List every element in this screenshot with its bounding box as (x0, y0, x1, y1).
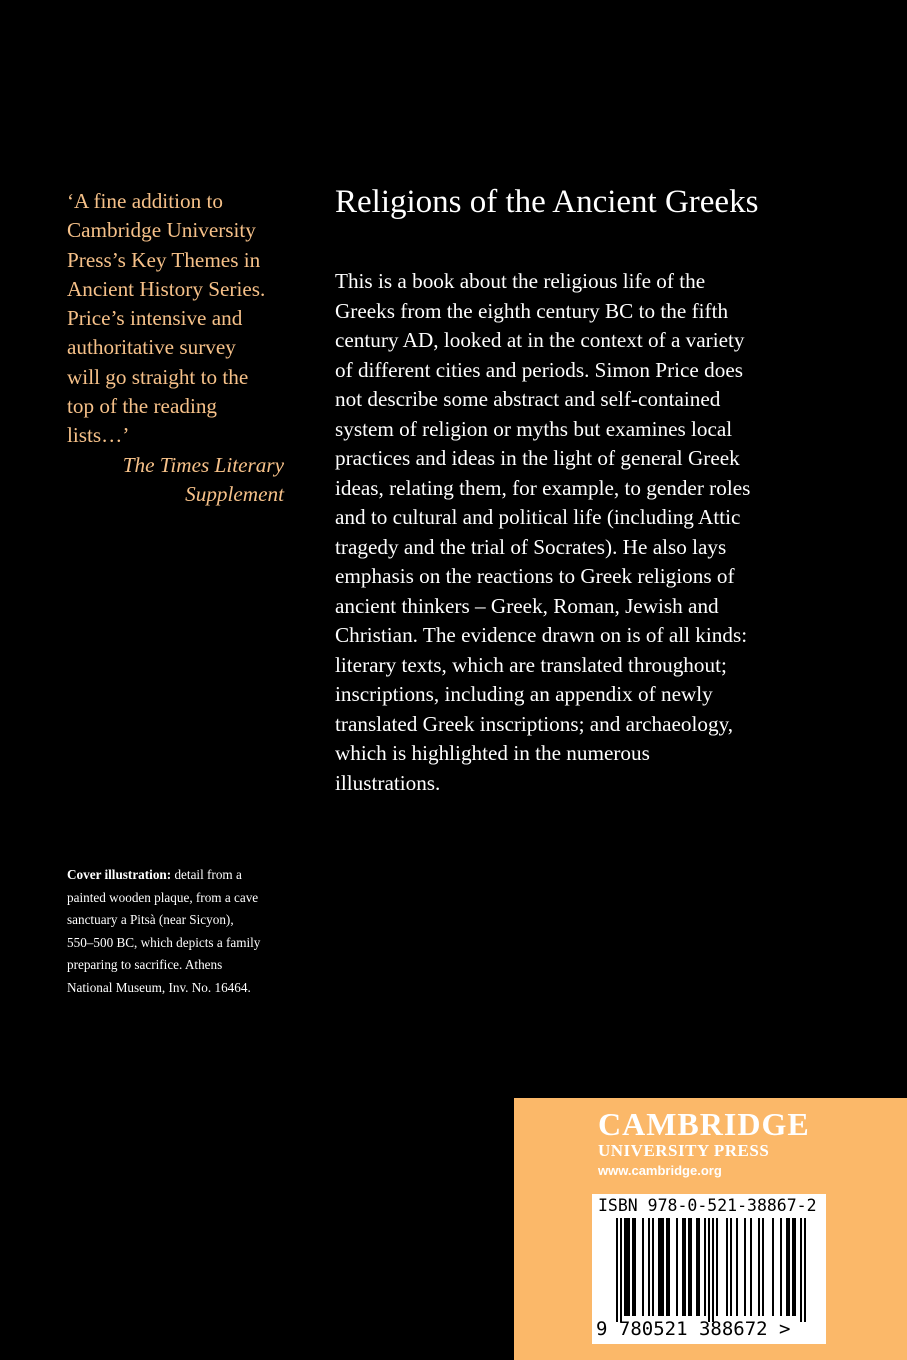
barcode-bar (690, 1218, 692, 1316)
cover-illustration-caption (67, 864, 307, 999)
barcode-box (592, 1194, 826, 1344)
description-line: which is highlighted in the numerous (335, 741, 650, 765)
barcode-bar (662, 1218, 664, 1316)
barcode-bar (660, 1218, 662, 1316)
description-line: Greeks from the eighth century BC to the fifth (335, 298, 729, 323)
barcode-bar (626, 1218, 628, 1316)
caption-line: painted wooden plaque, from a cave (67, 889, 259, 905)
barcode-bar (684, 1218, 686, 1316)
barcode-bar (616, 1218, 618, 1322)
review-line: Press’s Key Themes in (67, 247, 261, 272)
barcode-bar (762, 1218, 764, 1316)
description-line: This is a book about the religious life of the (335, 269, 706, 293)
book-description (335, 267, 855, 798)
barcode-bar (668, 1218, 670, 1316)
barcode-bar (696, 1218, 698, 1316)
barcode-bar (736, 1218, 738, 1316)
review-line: ‘A fine addition to (67, 189, 223, 213)
barcode-icon (612, 1218, 812, 1322)
description-line: illustrations. (335, 770, 441, 795)
review-line: authoritative survey (67, 335, 236, 360)
caption-line: National Museum, Inv. No. 16464. (67, 979, 251, 995)
description-line: ancient thinkers – Greek, Roman, Jewish and (335, 593, 719, 618)
review-quote (67, 187, 297, 509)
barcode-bar (652, 1218, 654, 1316)
barcode-bar (730, 1218, 732, 1316)
description-line: ideas, relating them, for example, to gender roles (335, 475, 751, 500)
publisher-subtitle: UNIVERSITY PRESS (598, 1141, 770, 1160)
barcode-bar (688, 1218, 690, 1316)
caption-line: preparing to sacrifice. Athens (67, 957, 223, 972)
barcode-bar (648, 1218, 650, 1316)
barcode-bar (658, 1218, 660, 1316)
barcode-bar (786, 1218, 788, 1316)
barcode-bar (698, 1218, 700, 1316)
publisher-name: CAMBRIDGE (598, 1106, 810, 1142)
barcode-bar (716, 1218, 718, 1316)
barcode-bar (632, 1218, 634, 1316)
review-attribution: Supplement (185, 481, 284, 506)
barcode-bar (780, 1218, 782, 1316)
description-line: tragedy and the trial of Socrates). He also lays (335, 534, 727, 559)
barcode-bar (708, 1218, 710, 1322)
barcode-bar (712, 1218, 714, 1322)
description-line: and to cultural and political life (including Attic (335, 505, 741, 529)
isbn-text: ISBN 978-0-521-38867-2 (598, 1196, 817, 1215)
description-line: of different cities and periods. Simon Price does (335, 357, 743, 382)
description-line: system of religion or myths but examines local (335, 416, 733, 441)
barcode-bar (758, 1218, 760, 1316)
review-line: will go straight to the (67, 364, 249, 389)
barcode-bar (624, 1218, 626, 1316)
caption-first-line-text: detail from a (171, 867, 242, 882)
caption-line: sanctuary a Pitsà (near Sicyon), (67, 912, 234, 927)
publisher-url: www.cambridge.org (598, 1163, 722, 1178)
barcode-bar (620, 1218, 622, 1322)
description-line: translated Greek inscriptions; and archaeology, (335, 711, 734, 736)
barcode-bar (642, 1218, 644, 1316)
caption-first-line (67, 864, 307, 887)
review-line: top of the reading (67, 394, 218, 419)
barcode-bar (794, 1218, 796, 1316)
barcode-digits: 9 780521 388672 > (596, 1318, 791, 1340)
barcode-bar (804, 1218, 806, 1322)
review-line: lists…’ (67, 423, 130, 448)
description-line: literary texts, which are translated throughout; (335, 652, 727, 677)
barcode-bar (682, 1218, 684, 1316)
review-line: Cambridge University (67, 218, 256, 243)
description-line: century AD, looked at in the context of a variety (335, 328, 745, 352)
barcode-bar (750, 1218, 752, 1316)
book-title: Religions of the Ancient Greeks (335, 184, 759, 220)
barcode-bar (800, 1218, 802, 1322)
barcode-bar (788, 1218, 790, 1316)
barcode-bar (676, 1218, 678, 1316)
barcode-bar (666, 1218, 668, 1316)
description-line: Christian. The evidence drawn on is of all kinds: (335, 623, 748, 647)
caption-label: Cover illustration: (67, 867, 172, 882)
description-line: emphasis on the reactions to Greek religions of (335, 564, 735, 588)
review-attribution: The Times Literary (122, 452, 284, 477)
barcode-bar (628, 1218, 630, 1316)
description-line: not describe some abstract and self-contained (335, 387, 721, 411)
description-line: practices and ideas in the light of general Greek (335, 446, 740, 470)
barcode-bar (704, 1218, 706, 1316)
review-line: Ancient History Series. (67, 276, 266, 301)
barcode-bar (726, 1218, 728, 1316)
caption-line: 550–500 BC, which depicts a family (67, 934, 261, 950)
description-line: inscriptions, including an appendix of newly (335, 682, 713, 706)
barcode-bar (634, 1218, 636, 1316)
review-line: Price’s intensive and (67, 306, 243, 331)
publisher-panel (514, 1098, 907, 1360)
barcode-bar (792, 1218, 794, 1316)
barcode-bar (772, 1218, 774, 1316)
barcode-bar (744, 1218, 746, 1316)
